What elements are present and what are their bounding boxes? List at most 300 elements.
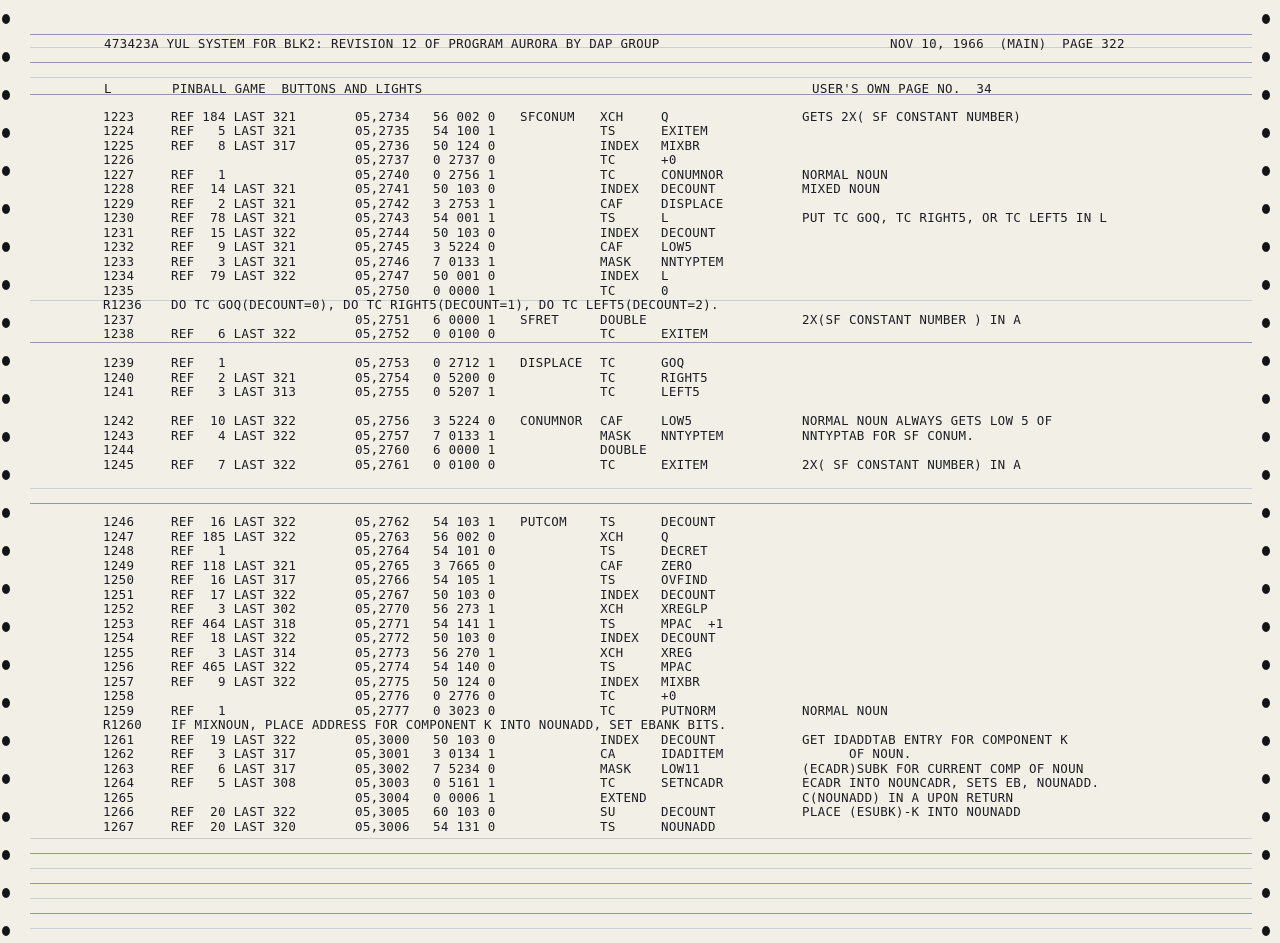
line-number: 1229 — [103, 195, 135, 211]
object-code: 3 0134 1 — [433, 746, 496, 762]
line-number: 1254 — [103, 630, 135, 646]
operand: L — [661, 268, 669, 284]
comment: NNTYPTAB FOR SF CONUM. — [802, 427, 975, 443]
symbol-label: PUTCOM — [520, 514, 567, 530]
operand: LOW11 — [661, 760, 701, 776]
reference: REF 14 LAST 321 — [171, 181, 297, 197]
comment: NORMAL NOUN — [802, 702, 889, 718]
object-code: 0 5200 0 — [433, 369, 496, 385]
reference: REF 18 LAST 322 — [171, 630, 297, 646]
remark-line: IF MIXNOUN, PLACE ADDRESS FOR COMPONENT K INTO NOUNADD, SET EBANK BITS. — [171, 717, 727, 733]
object-code: 0 2756 1 — [433, 166, 496, 182]
object-code: 50 103 0 — [433, 181, 496, 197]
line-number: 1243 — [103, 427, 135, 443]
feed-hole — [2, 736, 10, 746]
address: 05,2741 — [355, 181, 410, 197]
feed-hole — [1262, 546, 1270, 556]
comment: C(NOUNADD) IN A UPON RETURN — [802, 789, 1014, 805]
address: 05,2775 — [355, 673, 410, 689]
opcode: TC — [600, 384, 616, 400]
reference: REF 79 LAST 322 — [171, 268, 297, 284]
feed-hole — [2, 52, 10, 62]
line-number: 1258 — [103, 688, 135, 704]
operand: DECOUNT — [661, 224, 716, 240]
opcode: TS — [600, 615, 616, 631]
feed-hole — [1262, 622, 1270, 632]
operand: MPAC +1 — [661, 615, 724, 631]
address: 05,3003 — [355, 775, 410, 791]
reference: REF 3 LAST 314 — [171, 644, 297, 660]
opcode: XCH — [600, 109, 624, 124]
reference: REF 5 LAST 308 — [171, 775, 297, 791]
feed-hole — [2, 90, 10, 100]
line-number: 1259 — [103, 702, 135, 718]
feed-hole — [1262, 128, 1270, 138]
reference: REF 16 LAST 322 — [171, 514, 297, 530]
address: 05,3002 — [355, 760, 410, 776]
object-code: 56 002 0 — [433, 109, 496, 124]
line-number: 1265 — [103, 789, 135, 805]
line-number: 1244 — [103, 442, 135, 458]
address: 05,2767 — [355, 586, 410, 602]
reference: REF 16 LAST 317 — [171, 572, 297, 588]
feed-hole — [2, 204, 10, 214]
reference: REF 3 LAST 317 — [171, 746, 297, 762]
operand: EXITEM — [661, 326, 708, 342]
line-number: 1248 — [103, 543, 135, 559]
reference: REF 6 LAST 322 — [171, 326, 297, 342]
comment: OF NOUN. — [802, 746, 912, 762]
reference: REF 3 LAST 302 — [171, 601, 297, 617]
object-code: 50 124 0 — [433, 673, 496, 689]
feed-hole — [2, 774, 10, 784]
feed-hole — [1262, 204, 1270, 214]
operand: CONUMNOR — [661, 166, 724, 182]
feed-hole — [1262, 52, 1270, 62]
opcode: MASK — [600, 253, 632, 269]
feed-hole — [1262, 470, 1270, 480]
opcode: DOUBLE — [600, 311, 647, 327]
object-code: 56 270 1 — [433, 644, 496, 660]
feed-hole — [1262, 774, 1270, 784]
object-code: 54 001 1 — [433, 210, 496, 226]
line-number: R1236 — [103, 297, 143, 313]
opcode: INDEX — [600, 137, 640, 153]
object-code: 50 103 0 — [433, 224, 496, 240]
ruled-line — [30, 34, 1252, 35]
symbol-label: DISPLACE — [520, 355, 583, 371]
line-number: 1230 — [103, 210, 135, 226]
feed-hole — [1262, 432, 1270, 442]
opcode: INDEX — [600, 181, 640, 197]
address: 05,3005 — [355, 804, 410, 820]
opcode: INDEX — [600, 224, 640, 240]
operand: Q — [661, 528, 669, 544]
opcode: TC — [600, 152, 616, 168]
address: 05,2745 — [355, 239, 410, 255]
operand: DECOUNT — [661, 630, 716, 646]
ruled-line — [30, 342, 1252, 343]
object-code: 50 103 0 — [433, 630, 496, 646]
address: 05,2772 — [355, 630, 410, 646]
header-title: 473423A YUL SYSTEM FOR BLK2: REVISION 12 OF PROGRAM AURORA BY DAP GROUP — [104, 36, 660, 51]
operand: DECOUNT — [661, 804, 716, 820]
object-code: 6 0000 1 — [433, 311, 496, 327]
reference: REF 1 — [171, 166, 226, 182]
operand: ZERO — [661, 557, 693, 573]
operand: PUTNORM — [661, 702, 716, 718]
line-number: 1251 — [103, 586, 135, 602]
operand: 0 — [661, 282, 669, 298]
address: 05,2742 — [355, 195, 410, 211]
opcode: MASK — [600, 760, 632, 776]
object-code: 56 002 0 — [433, 528, 496, 544]
feed-hole — [2, 14, 10, 24]
comment: PUT TC GOQ, TC RIGHT5, OR TC LEFT5 IN L — [802, 210, 1108, 226]
address: 05,3006 — [355, 818, 410, 834]
line-number: 1264 — [103, 775, 135, 791]
address: 05,2774 — [355, 659, 410, 675]
line-number: 1263 — [103, 760, 135, 776]
opcode: TC — [600, 702, 616, 718]
operand: DECOUNT — [661, 514, 716, 530]
comment: (ECADR)SUBK FOR CURRENT COMP OF NOUN — [802, 760, 1084, 776]
feed-hole — [1262, 584, 1270, 594]
reference: REF 1 — [171, 355, 226, 371]
operand: DECRET — [661, 543, 708, 559]
object-code: 0 5207 1 — [433, 384, 496, 400]
line-number: R1260 — [103, 717, 143, 733]
reference: REF 2 LAST 321 — [171, 369, 297, 385]
ruled-line — [30, 77, 1252, 78]
opcode: TC — [600, 456, 616, 472]
feed-hole — [1262, 394, 1270, 404]
comment: GET IDADDTAB ENTRY FOR COMPONENT K — [802, 731, 1069, 747]
address: 05,2734 — [355, 109, 410, 124]
line-number: 1235 — [103, 282, 135, 298]
reference: REF 465 LAST 322 — [171, 659, 297, 675]
address: 05,2736 — [355, 137, 410, 153]
object-code: 7 0133 1 — [433, 427, 496, 443]
feed-hole — [2, 698, 10, 708]
object-code: 3 5224 0 — [433, 239, 496, 255]
object-code: 0 0100 0 — [433, 326, 496, 342]
line-number: 1233 — [103, 253, 135, 269]
feed-hole — [2, 622, 10, 632]
comment: 2X( SF CONSTANT NUMBER) IN A — [802, 456, 1022, 472]
address: 05,2754 — [355, 369, 410, 385]
address: 05,2757 — [355, 427, 410, 443]
object-code: 0 0000 1 — [433, 282, 496, 298]
line-number: 1247 — [103, 528, 135, 544]
object-code: 54 140 0 — [433, 659, 496, 675]
opcode: TC — [600, 166, 616, 182]
address: 05,2752 — [355, 326, 410, 342]
line-number: 1237 — [103, 311, 135, 327]
feed-hole — [1262, 698, 1270, 708]
opcode: CAF — [600, 557, 624, 573]
line-number: 1261 — [103, 731, 135, 747]
address: 05,3001 — [355, 746, 410, 762]
line-number: 1238 — [103, 326, 135, 342]
address: 05,2770 — [355, 601, 410, 617]
opcode: TC — [600, 369, 616, 385]
opcode: INDEX — [600, 673, 640, 689]
feed-hole — [1262, 736, 1270, 746]
line-number: 1266 — [103, 804, 135, 820]
reference: REF 19 LAST 322 — [171, 731, 297, 747]
opcode: CA — [600, 746, 616, 762]
operand: L — [661, 210, 669, 226]
feed-hole — [2, 584, 10, 594]
object-code: 50 124 0 — [433, 137, 496, 153]
feed-hole — [1262, 508, 1270, 518]
line-number: 1227 — [103, 166, 135, 182]
address: 05,2755 — [355, 384, 410, 400]
line-number: 1250 — [103, 572, 135, 588]
operand: LOW5 — [661, 239, 693, 255]
opcode: XCH — [600, 601, 624, 617]
operand: +0 — [661, 152, 677, 168]
operand: LEFT5 — [661, 384, 701, 400]
line-number: 1241 — [103, 384, 135, 400]
address: 05,2776 — [355, 688, 410, 704]
line-number: 1253 — [103, 615, 135, 631]
opcode: XCH — [600, 644, 624, 660]
opcode: INDEX — [600, 586, 640, 602]
line-number: 1267 — [103, 818, 135, 834]
operand: MPAC — [661, 659, 693, 675]
object-code: 50 103 0 — [433, 586, 496, 602]
object-code: 0 2737 0 — [433, 152, 496, 168]
reference: REF 464 LAST 318 — [171, 615, 297, 631]
feed-hole — [1262, 356, 1270, 366]
opcode: SU — [600, 804, 616, 820]
symbol-label: CONUMNOR — [520, 413, 583, 429]
object-code: 3 2753 1 — [433, 195, 496, 211]
object-code: 54 131 0 — [433, 818, 496, 834]
operand: XREGLP — [661, 601, 708, 617]
reference: REF 4 LAST 322 — [171, 427, 297, 443]
opcode: CAF — [600, 413, 624, 429]
feed-hole — [2, 850, 10, 860]
ruled-line — [30, 868, 1252, 869]
feed-hole — [1262, 850, 1270, 860]
feed-hole — [2, 660, 10, 670]
operand: GOQ — [661, 355, 685, 371]
ruled-line — [30, 928, 1252, 929]
reference: REF 1 — [171, 543, 226, 559]
address: 05,2777 — [355, 702, 410, 718]
opcode: TS — [600, 818, 616, 834]
reference: REF 7 LAST 322 — [171, 456, 297, 472]
line-number: 1245 — [103, 456, 135, 472]
feed-hole — [1262, 90, 1270, 100]
reference: REF 3 LAST 313 — [171, 384, 297, 400]
object-code: 3 5224 0 — [433, 413, 496, 429]
feed-hole — [2, 242, 10, 252]
feed-hole — [1262, 166, 1270, 176]
reference: REF 184 LAST 321 — [171, 109, 297, 124]
header-date-page: NOV 10, 1966 (MAIN) PAGE 322 — [890, 36, 1125, 51]
address: 05,2766 — [355, 572, 410, 588]
reference: REF 8 LAST 317 — [171, 137, 297, 153]
section-title: PINBALL GAME BUTTONS AND LIGHTS — [172, 81, 423, 96]
reference: REF 15 LAST 322 — [171, 224, 297, 240]
reference: REF 6 LAST 317 — [171, 760, 297, 776]
operand: MIXBR — [661, 137, 701, 153]
ruled-line — [30, 488, 1252, 489]
line-number: 1231 — [103, 224, 135, 240]
feed-hole — [1262, 660, 1270, 670]
opcode: TS — [600, 514, 616, 530]
object-code: 0 2712 1 — [433, 355, 496, 371]
line-number: 1232 — [103, 239, 135, 255]
opcode: TC — [600, 688, 616, 704]
reference: REF 20 LAST 320 — [171, 818, 297, 834]
object-code: 0 0100 0 — [433, 456, 496, 472]
address: 05,2765 — [355, 557, 410, 573]
symbol-label: SFRET — [520, 311, 560, 327]
object-code: 54 100 1 — [433, 123, 496, 139]
object-code: 7 5234 0 — [433, 760, 496, 776]
operand: DISPLACE — [661, 195, 724, 211]
object-code: 54 141 1 — [433, 615, 496, 631]
ruled-line — [30, 838, 1252, 839]
line-number: 1242 — [103, 413, 135, 429]
line-number: 1255 — [103, 644, 135, 660]
address: 05,2737 — [355, 152, 410, 168]
reference: REF 1 — [171, 702, 226, 718]
reference: REF 10 LAST 322 — [171, 413, 297, 429]
comment: PLACE (ESUBK)-K INTO NOUNADD — [802, 804, 1022, 820]
feed-hole — [2, 432, 10, 442]
feed-hole — [1262, 888, 1270, 898]
address: 05,3000 — [355, 731, 410, 747]
feed-hole — [2, 926, 10, 936]
symbol-label: SFCONUM — [520, 109, 575, 124]
operand: EXITEM — [661, 456, 708, 472]
opcode: TS — [600, 123, 616, 139]
opcode: INDEX — [600, 630, 640, 646]
feed-hole — [1262, 926, 1270, 936]
operand: OVFIND — [661, 572, 708, 588]
object-code: 7 0133 1 — [433, 253, 496, 269]
line-number: 1257 — [103, 673, 135, 689]
comment: GETS 2X( SF CONSTANT NUMBER) — [802, 109, 1022, 124]
ruled-line — [30, 883, 1252, 884]
feed-hole — [1262, 14, 1270, 24]
operand: NOUNADD — [661, 818, 716, 834]
reference: REF 17 LAST 322 — [171, 586, 297, 602]
opcode: DOUBLE — [600, 442, 647, 458]
operand: +0 — [661, 688, 677, 704]
reference: REF 185 LAST 322 — [171, 528, 297, 544]
address: 05,2773 — [355, 644, 410, 660]
ruled-line — [30, 853, 1252, 854]
object-code: 50 103 0 — [433, 731, 496, 747]
feed-hole — [2, 128, 10, 138]
feed-hole — [2, 888, 10, 898]
reference: REF 118 LAST 321 — [171, 557, 297, 573]
opcode: TS — [600, 210, 616, 226]
remark-line: DO TC GOQ(DECOUNT=0), DO TC RIGHT5(DECOUNT=1), DO TC LEFT5(DECOUNT=2). — [171, 297, 719, 313]
address: 05,2746 — [355, 253, 410, 269]
feed-hole — [2, 280, 10, 290]
opcode: XCH — [600, 528, 624, 544]
address: 05,3004 — [355, 789, 410, 805]
object-code: 54 103 1 — [433, 514, 496, 530]
opcode: INDEX — [600, 731, 640, 747]
ruled-line — [30, 62, 1252, 63]
comment: 2X(SF CONSTANT NUMBER ) IN A — [802, 311, 1022, 327]
reference: REF 9 LAST 321 — [171, 239, 297, 255]
opcode: INDEX — [600, 268, 640, 284]
operand: XREG — [661, 644, 693, 660]
reference: REF 5 LAST 321 — [171, 123, 297, 139]
operand: LOW5 — [661, 413, 693, 429]
object-code: 50 001 0 — [433, 268, 496, 284]
feed-hole — [2, 318, 10, 328]
operand: EXITEM — [661, 123, 708, 139]
line-number: 1246 — [103, 514, 135, 530]
opcode: CAF — [600, 239, 624, 255]
feed-hole — [2, 166, 10, 176]
ruled-line — [30, 898, 1252, 899]
feed-hole — [2, 546, 10, 556]
feed-hole — [2, 812, 10, 822]
reference: REF 3 LAST 321 — [171, 253, 297, 269]
object-code: 3 7665 0 — [433, 557, 496, 573]
operand: NNTYPTEM — [661, 427, 724, 443]
feed-hole — [2, 470, 10, 480]
operand: SETNCADR — [661, 775, 724, 791]
operand: MIXBR — [661, 673, 701, 689]
line-number: 1225 — [103, 137, 135, 153]
address: 05,2744 — [355, 224, 410, 240]
line-number: 1252 — [103, 601, 135, 617]
object-code: 0 3023 0 — [433, 702, 496, 718]
line-number: 1226 — [103, 152, 135, 168]
operand: IDADITEM — [661, 746, 724, 762]
operand: DECOUNT — [661, 731, 716, 747]
reference: REF 2 LAST 321 — [171, 195, 297, 211]
comment: ECADR INTO NOUNCADR, SETS EB, NOUNADD. — [802, 775, 1100, 791]
opcode: TS — [600, 543, 616, 559]
feed-hole — [1262, 812, 1270, 822]
address: 05,2751 — [355, 311, 410, 327]
object-code: 54 101 0 — [433, 543, 496, 559]
line-number: 1249 — [103, 557, 135, 573]
object-code: 6 0000 1 — [433, 442, 496, 458]
address: 05,2740 — [355, 166, 410, 182]
feed-hole — [2, 356, 10, 366]
opcode: TC — [600, 326, 616, 342]
line-number: 1234 — [103, 268, 135, 284]
ruled-line — [30, 913, 1252, 914]
reference: REF 20 LAST 322 — [171, 804, 297, 820]
line-number: 1239 — [103, 355, 135, 371]
address: 05,2735 — [355, 123, 410, 139]
line-number: 1228 — [103, 181, 135, 197]
line-number: 1223 — [103, 109, 135, 124]
operand: DECOUNT — [661, 586, 716, 602]
opcode: TC — [600, 355, 616, 371]
address: 05,2763 — [355, 528, 410, 544]
address: 05,2756 — [355, 413, 410, 429]
comment: MIXED NOUN — [802, 181, 881, 197]
operand: NNTYPTEM — [661, 253, 724, 269]
